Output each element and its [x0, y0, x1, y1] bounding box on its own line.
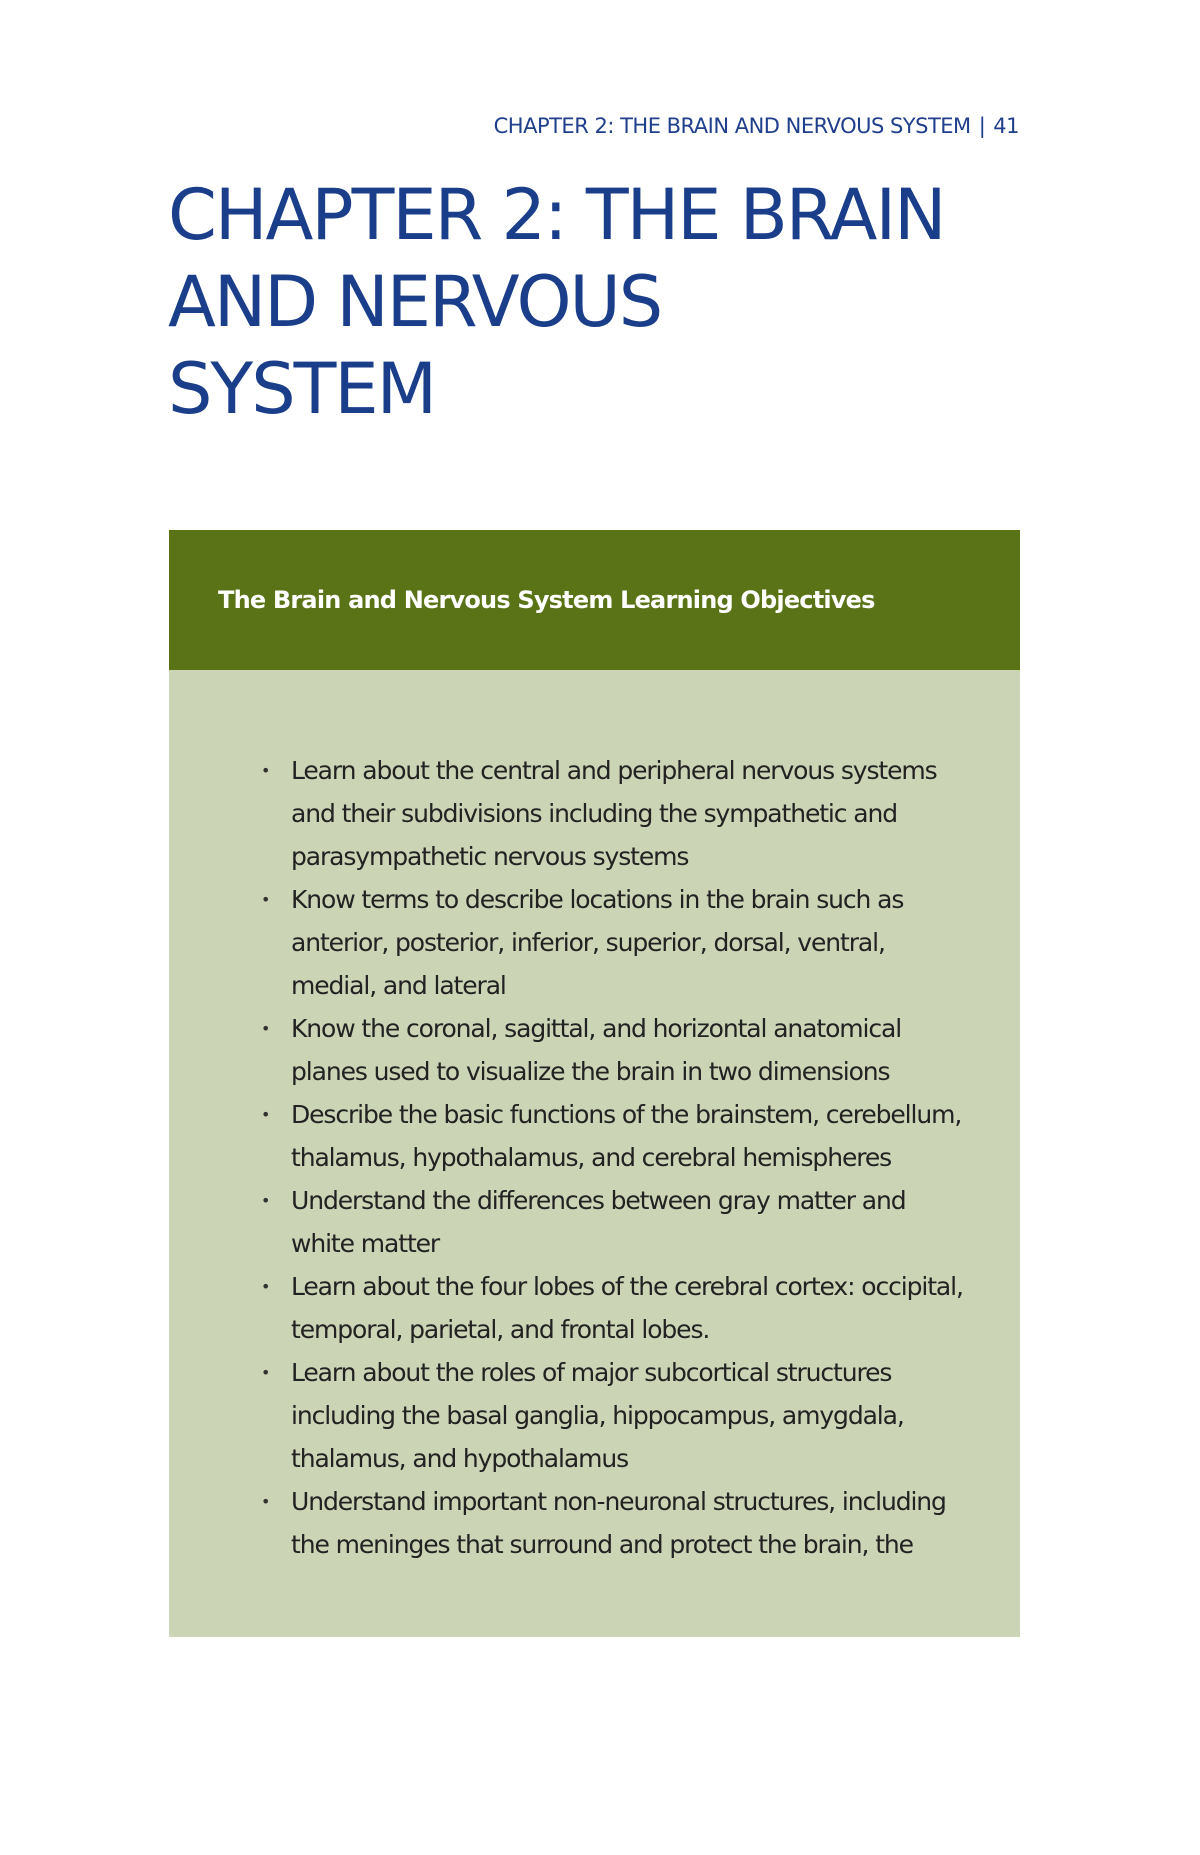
list-item-line: Describe the basic functions of the brainstem, cerebellum,	[291, 1100, 962, 1129]
bullet-icon: •	[261, 1492, 270, 1511]
list-item-line: the meninges that surround and protect the brain, the	[291, 1530, 913, 1559]
list-item	[261, 749, 991, 878]
bullet-icon: •	[261, 1277, 270, 1296]
list-item-line: Learn about the four lobes of the cerebral cortex: occipital,	[291, 1272, 963, 1301]
running-header	[0, 114, 1019, 138]
list-item-line: anterior, posterior, inferior, superior, dorsal, ventral,	[291, 928, 885, 957]
page-number: 41	[993, 114, 1019, 138]
learning-objectives-header	[169, 530, 1020, 670]
running-header-text: CHAPTER 2: THE BRAIN AND NERVOUS SYSTEM	[493, 114, 971, 138]
chapter-title-line: AND NERVOUS	[168, 261, 662, 343]
list-item-line: and their subdivisions including the sympathetic and	[291, 799, 897, 828]
bullet-icon: •	[261, 1363, 270, 1382]
list-item	[261, 1351, 991, 1480]
list-item	[261, 878, 991, 1007]
chapter-title-line: CHAPTER 2: THE BRAIN	[168, 174, 945, 256]
list-item-line: parasympathetic nervous systems	[291, 842, 689, 871]
list-item-line: Know the coronal, sagittal, and horizontal anatomical	[291, 1014, 902, 1043]
list-item-line: Know terms to describe locations in the brain such as	[291, 885, 904, 914]
learning-objectives-title: The Brain and Nervous System Learning Objectives	[218, 586, 875, 614]
list-item-line: medial, and lateral	[291, 971, 506, 1000]
bullet-icon: •	[261, 890, 270, 909]
bullet-icon: •	[261, 1019, 270, 1038]
bullet-icon: •	[261, 1105, 270, 1124]
list-item-line: thalamus, hypothalamus, and cerebral hemispheres	[291, 1143, 892, 1172]
list-item-line: Understand the differences between gray matter and	[291, 1186, 906, 1215]
bullet-icon: •	[261, 761, 270, 780]
running-header-separator: |	[978, 114, 986, 138]
learning-objectives-box	[169, 530, 1020, 1637]
list-item-line: planes used to visualize the brain in two dimensions	[291, 1057, 890, 1086]
chapter-title-line: SYSTEM	[168, 348, 436, 430]
list-item-line: including the basal ganglia, hippocampus, amygdala,	[291, 1401, 904, 1430]
list-item	[261, 1007, 991, 1093]
list-item-line: Understand important non-neuronal structures, including	[291, 1487, 946, 1516]
list-item	[261, 1093, 991, 1179]
list-item-line: Learn about the roles of major subcortical structures	[291, 1358, 892, 1387]
list-item-line: white matter	[291, 1229, 440, 1258]
list-item-line: Learn about the central and peripheral nervous systems	[291, 756, 937, 785]
learning-objectives-list	[261, 749, 991, 1566]
list-item-line: temporal, parietal, and frontal lobes.	[291, 1315, 710, 1344]
bullet-icon: •	[261, 1191, 270, 1210]
list-item-line: thalamus, and hypothalamus	[291, 1444, 628, 1473]
chapter-title	[168, 172, 1028, 433]
list-item	[261, 1265, 991, 1351]
list-item	[261, 1480, 991, 1566]
list-item	[261, 1179, 991, 1265]
